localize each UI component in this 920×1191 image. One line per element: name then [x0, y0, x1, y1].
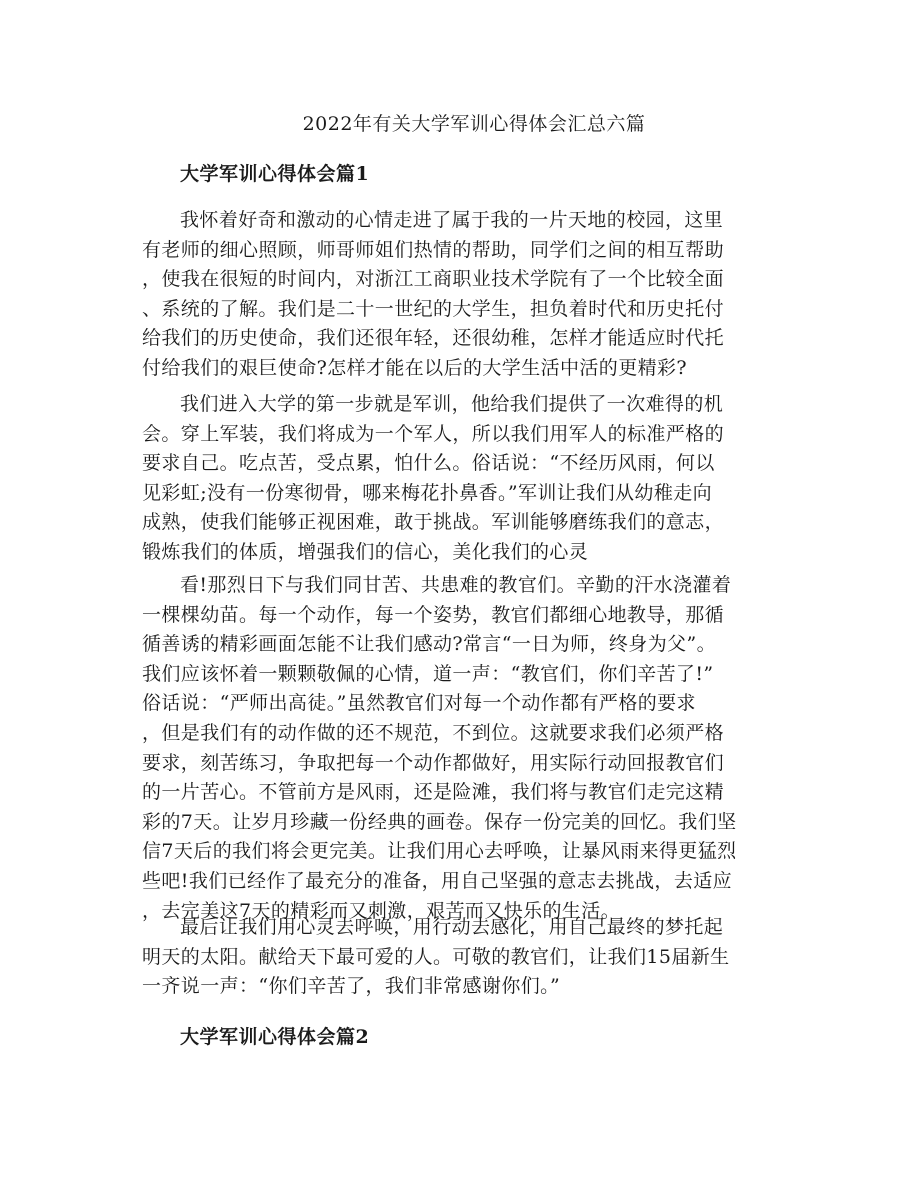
section-heading-1: 大学军训心得体会篇1: [180, 163, 370, 185]
paragraph-line: 循善诱的精彩画面怎能不让我们感动?常言“一日为师，终身为父”。: [142, 633, 717, 656]
section-heading-2: 大学军训心得体会篇2: [180, 1026, 370, 1048]
paragraph-4: [142, 913, 770, 1002]
document-title: 2022年有关大学军训心得体会汇总六篇: [302, 113, 646, 135]
paragraph-line: 成熟，使我们能够正视困难，敢于挑战。军训能够磨练我们的意志，: [142, 511, 725, 534]
paragraph-3: [142, 571, 770, 926]
paragraph-line: 我怀着好奇和激动的心情走进了属于我的一片天地的校园，这里: [180, 209, 724, 231]
paragraph-line: 俗话说：“严师出高徒。”虽然教官们对每一个动作都有严格的要求: [142, 692, 696, 715]
paragraph-line: 明天的太阳。献给天下最可爱的人。可敬的教官们，让我们15届新生: [142, 945, 730, 968]
paragraph-line: ，但是我们有的动作做的还不规范，不到位。这就要求我们必须严格: [142, 721, 725, 744]
paragraph-1: [142, 206, 770, 384]
paragraph-line: 一齐说一声：“你们辛苦了，我们非常感谢你们。”: [142, 975, 561, 998]
paragraph-line: 我们应该怀着一颗颗敬佩的心情，道一声：“教官们，你们辛苦了!”: [142, 662, 714, 685]
paragraph-line: 有老师的细心照顾，师哥师姐们热情的帮助，同学们之间的相互帮助: [142, 238, 725, 261]
paragraph-line: ，使我在很短的时间内，对浙江工商职业技术学院有了一个比较全面: [142, 268, 725, 291]
paragraph-line: 、系统的了解。我们是二十一世纪的大学生，担负着时代和历史托付: [142, 297, 725, 320]
paragraph-line: 给我们的历史使命，我们还很年轻，还很幼稚，怎样才能适应时代托: [142, 327, 725, 350]
paragraph-line: 信7天后的我们将会更完美。让我们用心去呼唤，让暴风雨来得更猛烈: [142, 840, 737, 863]
paragraph-line: 些吧!我们已经作了最充分的准备，用自己坚强的意志去挑战，去适应: [142, 869, 733, 892]
paragraph-line: 会。穿上军装，我们将成为一个军人，所以我们用军人的标准严格的: [142, 422, 725, 445]
paragraph-line: 要求，刻苦练习，争取把每一个动作都做好，用实际行动回报教官们: [142, 751, 725, 774]
paragraph-line: 彩的7天。让岁月珍藏一份经典的画卷。保存一份完美的回忆。我们坚: [142, 810, 737, 833]
paragraph-line: ，去完美这7天的精彩而又刺激，艰苦而又快乐的生活。: [142, 899, 621, 922]
paragraph-line: 锻炼我们的体质，增强我们的信心，美化我们的心灵: [142, 540, 589, 563]
paragraph-line: 的一片苦心。不管前方是风雨，还是险滩，我们将与教官们走完这精: [142, 781, 725, 804]
paragraph-line: 见彩虹;没有一份寒彻骨，哪来梅花扑鼻香。”军训让我们从幼稚走向: [142, 481, 713, 504]
paragraph-line: 付给我们的艰巨使命?怎样才能在以后的大学生活中活的更精彩?: [142, 356, 687, 379]
paragraph-line: 最后让我们用心灵去呼唤，用行动去感化，用自己最终的梦托起: [180, 916, 724, 938]
paragraph-line: 我们进入大学的第一步就是军训，他给我们提供了一次难得的机: [180, 393, 724, 415]
paragraph-2: [142, 390, 770, 568]
paragraph-line: 看!那烈日下与我们同甘苦、共患难的教官们。辛勤的汗水浇灌着: [180, 574, 732, 596]
paragraph-line: 要求自己。吃点苦，受点累，怕什么。俗话说：“不经历风雨，何以: [142, 452, 715, 475]
paragraph-line: 一棵棵幼苗。每一个动作，每一个姿势，教官们都细心地教导，那循: [142, 603, 725, 626]
